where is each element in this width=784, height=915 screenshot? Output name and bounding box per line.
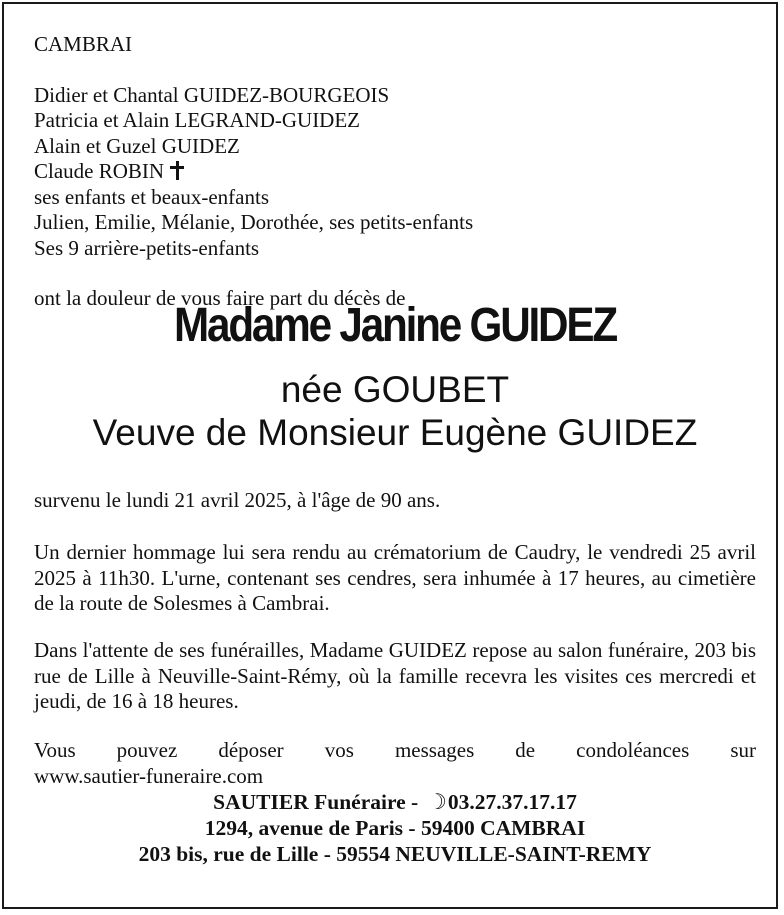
family-line: Alain et Guzel GUIDEZ [34, 133, 240, 158]
phone-icon: ☽ [427, 790, 447, 814]
death-info: survenu le lundi 21 avril 2025, à l'âge de 90 ans. [34, 488, 441, 512]
family-line: Julien, Emilie, Mélanie, Dorothée, ses petits-enfants [34, 210, 474, 234]
obituary-notice [2, 2, 778, 909]
announcement-text: ont la douleur de vous faire part du décès de [34, 286, 406, 310]
cross-icon [170, 161, 184, 180]
website-link[interactable]: www.sautier-funeraire.com [34, 763, 264, 788]
family-line: Patricia et Alain LEGRAND-GUIDEZ [34, 108, 361, 132]
footer-company-line [34, 789, 756, 815]
rest-paragraph: Dans l'attente de ses funérailles, Madame GUIDEZ repose au salon funéraire, 203 bis rue de Lille à Neuville-Saint-Rémy, où la famille recevra les visites ces mercredi et jeudi, de 16 à 18 heures. [34, 638, 756, 713]
family-name: Claude ROBIN [34, 159, 165, 183]
company-name: SAUTIER Funéraire - [213, 790, 419, 814]
family-line: ses enfants et beaux-enfants [34, 184, 269, 209]
family-line: Didier et Chantal GUIDEZ-BOURGEOIS [34, 82, 390, 107]
phone-number[interactable]: 03.27.37.17.17 [447, 790, 577, 814]
widow-line: Veuve de Monsieur Eugène GUIDEZ [92, 412, 698, 453]
city-heading: CAMBRAI [34, 32, 133, 56]
maiden-name: née GOUBET [280, 369, 510, 410]
family-line-deceased [34, 159, 756, 185]
family-line: Ses 9 arrière-petits-enfants [34, 235, 260, 260]
funeral-home-footer [34, 789, 756, 867]
family-list [34, 83, 756, 262]
footer-address-1: 1294, avenue de Paris - 59400 CAMBRAI [204, 816, 586, 840]
deceased-name: Madame Janine GUIDEZ [174, 299, 616, 352]
footer-address-2: 203 bis, rue de Lille - 59554 NEUVILLE-SAINT-REMY [138, 842, 652, 866]
ceremony-paragraph: Un dernier hommage lui sera rendu au crématorium de Caudry, le vendredi 25 avril 2025 à 11h30. L'urne, contenant ses cendres, sera inhumée à 17 heures, au cimetière de la route de Solesmes à Cambrai. [34, 540, 756, 615]
condolences-text: Vous pouvez déposer vos messages de condoléances sur [34, 738, 756, 762]
condolences-paragraph [34, 738, 756, 789]
notice-content [34, 32, 756, 312]
